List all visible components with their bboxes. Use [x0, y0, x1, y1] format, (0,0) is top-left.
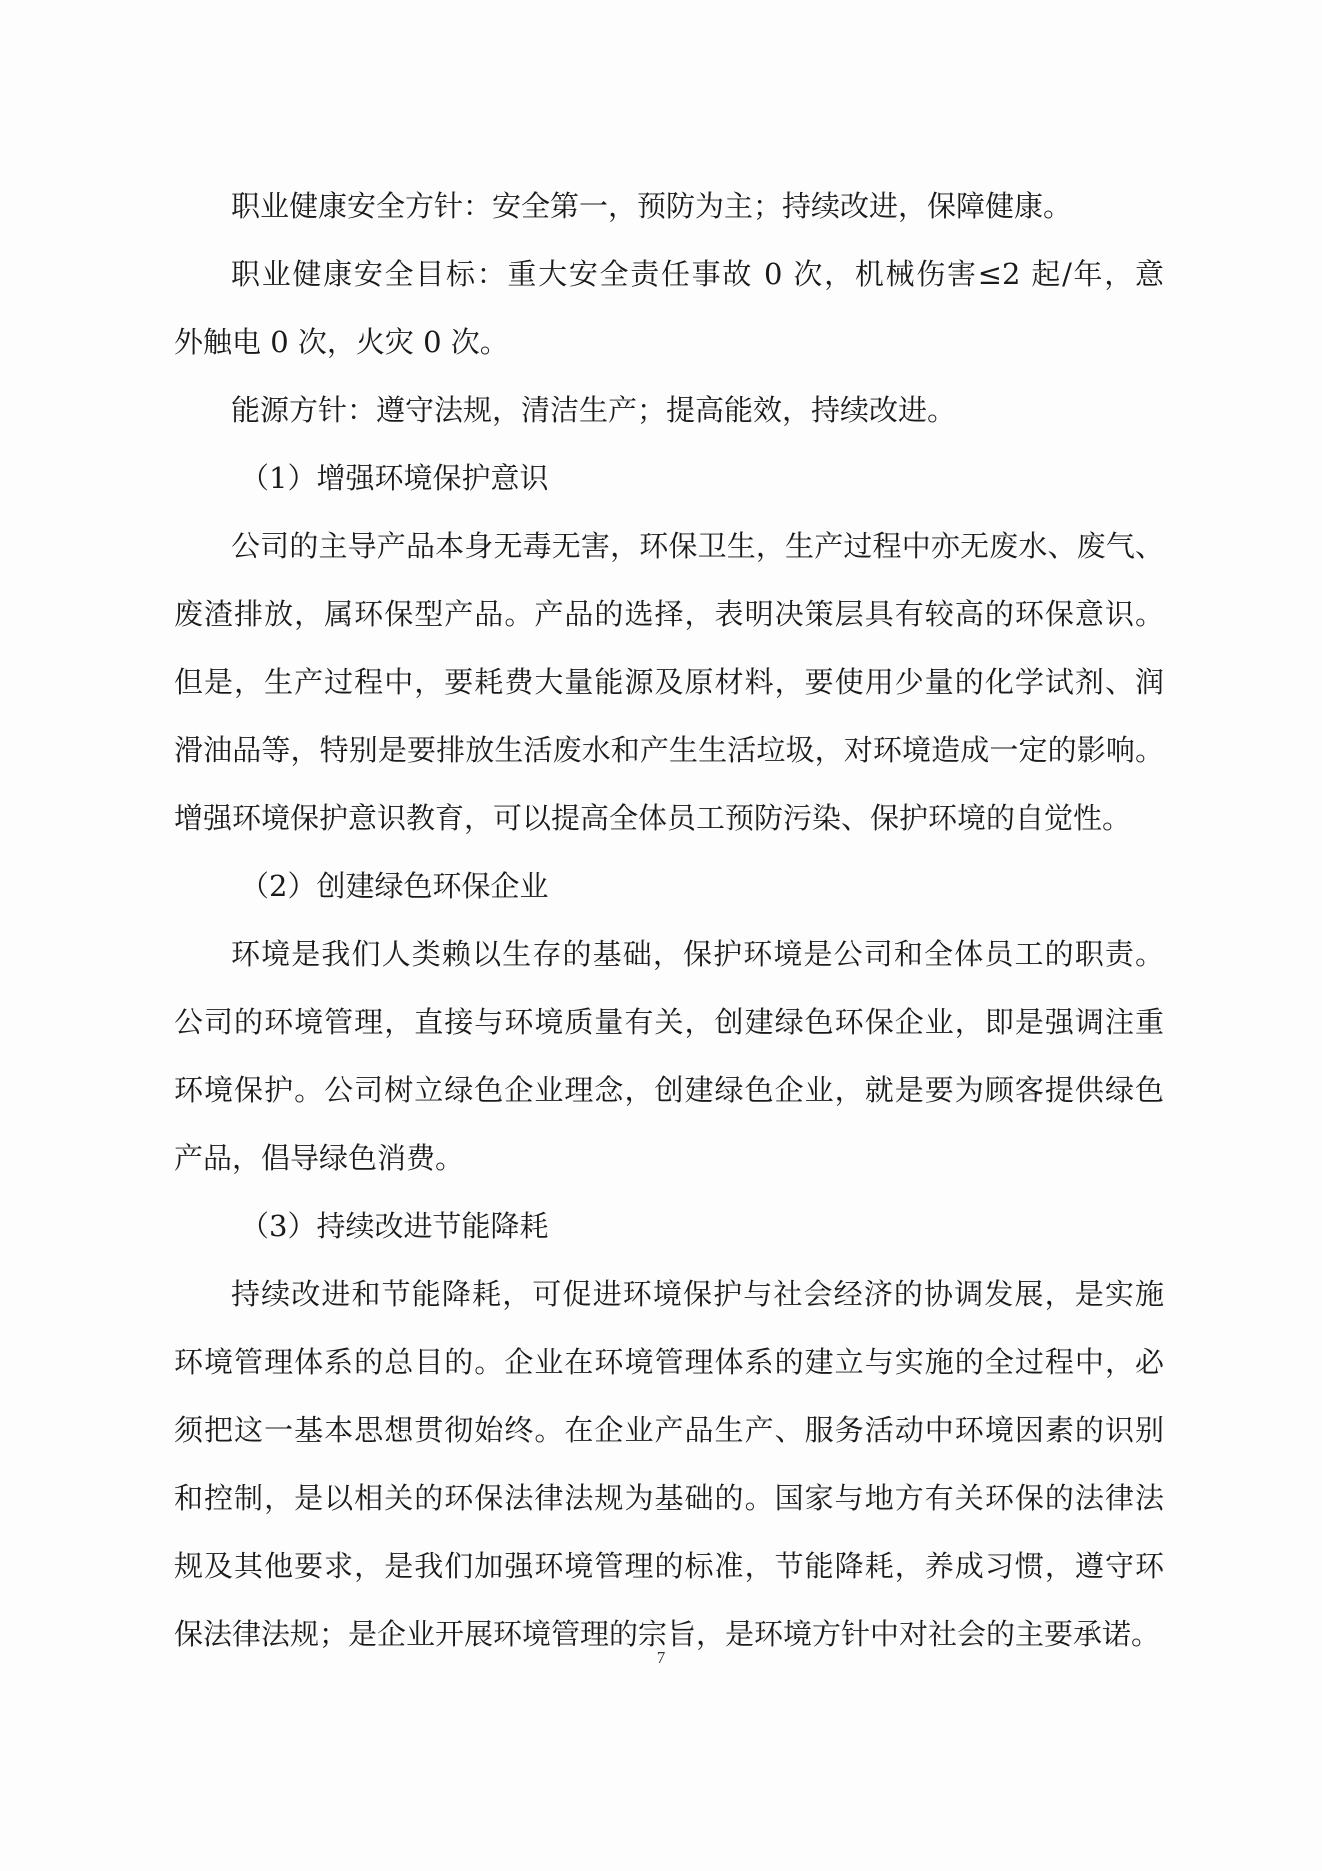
heading-text: （3）持续改进节能降耗	[240, 1209, 549, 1243]
text-line: 滑油品等，特别是要排放生活废水和产生生活垃圾，对环境造成一定的影响。	[174, 733, 1164, 767]
paragraph	[174, 920, 1164, 1192]
document-body	[174, 172, 1164, 1668]
text-line: 能源方针：遵守法规，清洁生产；提高能效，持续改进。	[231, 393, 957, 427]
section-heading	[174, 444, 1164, 512]
heading-text: （1）增强环境保护意识	[240, 461, 549, 495]
text-line: 增强环境保护意识教育，可以提高全体员工预防污染、保护环境的自觉性。	[174, 801, 1132, 835]
text-line: 保法律法规；是企业开展环境管理的宗旨，是环境方针中对社会的主要承诺。	[174, 1617, 1161, 1651]
text-line: 产品，倡导绿色消费。	[174, 1141, 465, 1175]
text-line: 公司的环境管理，直接与环境质量有关，创建绿色环保企业，即是强调注重	[174, 1005, 1164, 1039]
text-line: 职业健康安全目标：重大安全责任事故 0 次，机械伤害≤2 起/年，意	[231, 257, 1164, 291]
text-line: 废渣排放，属环保型产品。产品的选择，表明决策层具有较高的环保意识。	[174, 597, 1164, 631]
text-line: 外触电 0 次，火灾 0 次。	[174, 325, 509, 359]
text-line: 须把这一基本思想贯彻始终。在企业产品生产、服务活动中环境因素的识别	[174, 1413, 1164, 1447]
paragraph	[174, 512, 1164, 852]
section-heading	[174, 1192, 1164, 1260]
text-line: 环境管理体系的总目的。企业在环境管理体系的建立与实施的全过程中，必	[174, 1345, 1164, 1379]
text-line: 公司的主导产品本身无毒无害，环保卫生，生产过程中亦无废水、废气、	[231, 529, 1164, 563]
text-line: 职业健康安全方针：安全第一，预防为主；持续改进，保障健康。	[231, 189, 1073, 223]
paragraph	[174, 172, 1164, 240]
text-line: 和控制，是以相关的环保法律法规为基础的。国家与地方有关环保的法律法	[174, 1481, 1164, 1515]
section-heading	[174, 852, 1164, 920]
text-line: 但是，生产过程中，要耗费大量能源及原材料，要使用少量的化学试剂、润	[174, 665, 1164, 699]
paragraph	[174, 376, 1164, 444]
page-number: 7	[656, 1648, 666, 1667]
text-line: 环境是我们人类赖以生存的基础，保护环境是公司和全体员工的职责。	[231, 937, 1164, 971]
paragraph	[174, 1260, 1164, 1668]
paragraph	[174, 240, 1164, 376]
text-line: 环境保护。公司树立绿色企业理念，创建绿色企业，就是要为顾客提供绿色	[174, 1073, 1164, 1107]
text-line: 规及其他要求，是我们加强环境管理的标准，节能降耗，养成习惯，遵守环	[174, 1549, 1164, 1583]
heading-text: （2）创建绿色环保企业	[240, 869, 549, 903]
text-line: 持续改进和节能降耗，可促进环境保护与社会经济的协调发展，是实施	[231, 1277, 1164, 1311]
